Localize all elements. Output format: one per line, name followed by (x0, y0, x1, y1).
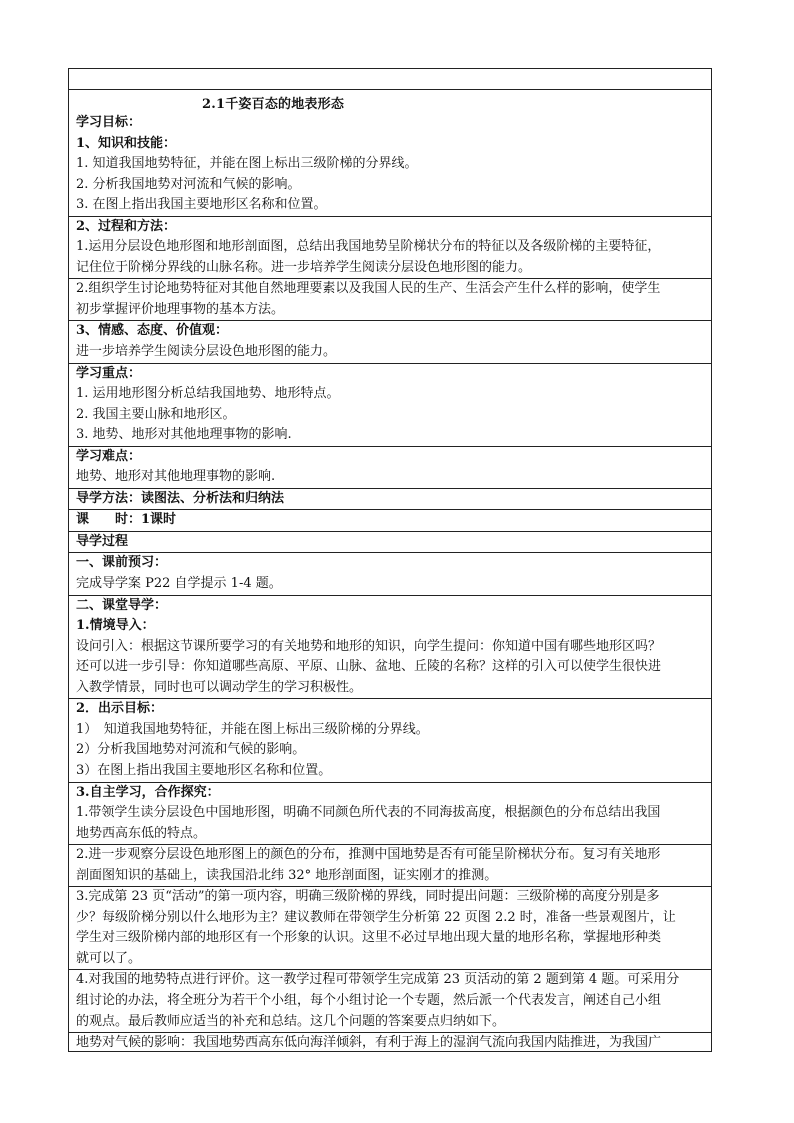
text-line: 4.对我国的地势特点进行评价。这一教学过程可带领学生完成第 23 页活动的第 2 题到第 4 题。可采用分 (76, 972, 680, 988)
lesson-content (69, 113, 711, 1052)
text-line: 学习难点： (76, 448, 142, 464)
text-line: 2. 分析我国地势对河流和气候的影响。 (76, 176, 301, 192)
text-line: 组讨论的办法，将全班分为若干个小组，每个小组讨论一个专题，然后派一个代表发言，阐述自己小组 (76, 992, 662, 1008)
text-line: 设问引入：根据这节课所要学习的有关地势和地形的知识，向学生提问：你知道中国有哪些地形区吗？ (76, 638, 662, 654)
text-line: 剖面图知识的基础上，读我国沿北纬 32° 地形剖面图，证实刚才的推测。 (69, 866, 711, 888)
text-line: 初步掌握评价地理事物的基本方法。 (69, 300, 711, 322)
text-line: 1.情境导入： (76, 618, 155, 634)
text-line: 1. 知道我国地势特征，并能在图上标出三级阶梯的分界线。 (76, 156, 418, 172)
text-line: 就可以了。 (69, 949, 711, 971)
document-frame (68, 68, 712, 1052)
text-line: 1.运用分层设色地形图和地形剖面图，总结出我国地势呈阶梯状分布的特征以及各级阶梯的主要特征， (76, 239, 661, 255)
text-line: 地势、地形对其他地理事物的影响. (69, 467, 711, 489)
top-blank-row (69, 69, 711, 90)
text-line: 2．出示目标： (76, 701, 164, 717)
text-line: 二、课堂导学： (76, 597, 168, 613)
text-line: 3、情感、态度、价值观： (76, 323, 229, 339)
text-line: 记住位于阶梯分界线的山脉名称。进一步培养学生阅读分层设色地形图的能力。 (69, 258, 711, 280)
text-line: 学生对三级阶梯内部的地形区有一个形象的认识。这里不必过早地出现大量的地形名称，掌握地形种类 (76, 930, 662, 946)
text-line: 地势西高东低的特点。 (69, 824, 711, 846)
text-line: 2.进一步观察分层设色地形图上的颜色的分布，推测中国地势是否有可能呈阶梯状分布。复习有关地形 (76, 847, 661, 863)
text-line: 学习重点： (76, 365, 142, 381)
text-line: 3. 在图上指出我国主要地形区名称和位置。 (69, 195, 711, 217)
text-line: 2.组织学生讨论地势特征对其他自然地理要素以及我国人民的生产、生活会产生什么样的影响，使学生 (76, 281, 661, 297)
text-line: 完成导学案 P22 自学提示 1-4 题。 (69, 574, 711, 596)
text-line: 地势对气候的影响：我国地势西高东低向海洋倾斜，有利于海上的湿润气流向我国内陆推进，为我国广 (76, 1035, 662, 1051)
text-line: 还可以进一步引导：你知道哪些高原、平原、山脉、盆地、丘陵的名称？这样的引入可以使学生很快进 (76, 659, 662, 675)
text-line: 1. 运用地形图分析总结我国地势、地形特点。 (76, 386, 340, 402)
text-line: 2）分析我国地势对河流和气候的影响。 (76, 742, 306, 758)
text-line: 3. 地势、地形对其他地理事物的影响. (69, 425, 711, 447)
text-line: 1.带领学生读分层设色中国地形图，明确不同颜色所代表的不同海拔高度，根据颜色的分布总结出我国 (76, 805, 661, 821)
text-line: 导学过程 (69, 532, 711, 554)
text-line: 学习目标： (76, 115, 142, 130)
text-line: 导学方法：读图法、分析法和归纳法 (69, 489, 711, 511)
text-line: 入教学情景，同时也可以调动学生的学习积极性。 (69, 678, 711, 700)
text-line: 的观点。最后教师应适当的补充和总结。这几个问题的答案要点归纳如下。 (69, 1012, 711, 1034)
text-line: 少？每级阶梯分别以什么地形为主？建议教师在带领学生分析第 22 页图 2.2 时，准备一些景观图片，让 (76, 909, 676, 925)
text-line: 一、课前预习： (76, 555, 168, 571)
text-line: 进一步培养学生阅读分层设色地形图的能力。 (69, 342, 711, 364)
text-line: 3）在图上指出我国主要地形区名称和位置。 (69, 761, 711, 783)
text-line: 2. 我国主要山脉和地形区。 (76, 406, 236, 422)
text-line: 课 时：1课时 (69, 510, 711, 532)
document-title: 2.1千姿百态的地表形态 (202, 97, 345, 112)
text-line: 3.完成第 23 页“活动”的第一项内容，明确三级阶梯的界线，同时提出问题：三级阶梯的高度分别是多 (76, 889, 660, 905)
text-line: 1、知识和技能： (76, 135, 177, 151)
text-line: 3.自主学习，合作探究： (76, 784, 220, 800)
text-line: 2、过程和方法： (76, 218, 177, 234)
text-line: 1） 知道我国地势特征，并能在图上标出三级阶梯的分界线。 (76, 721, 429, 737)
